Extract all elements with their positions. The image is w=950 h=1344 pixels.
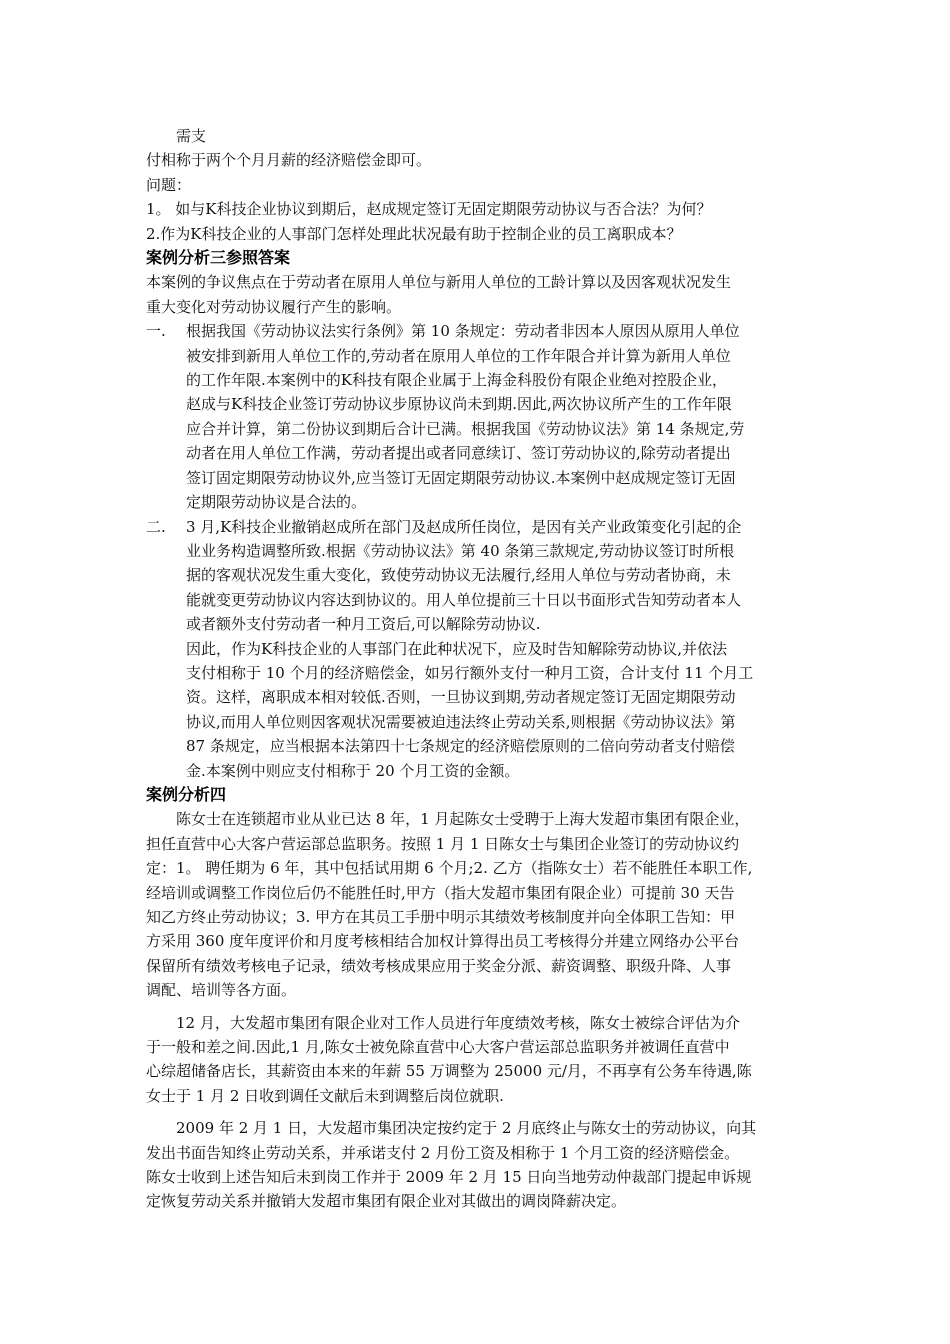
case3-heading: 案例分析三参照答案 xyxy=(146,248,291,268)
text-line: 陈女士收到上述告知后未到岗工作并于 2009 年 2 月 15 日向当地劳动仲裁部门提起申诉规 xyxy=(146,1168,752,1187)
text-line: 据的客观状况发生重大变化，致使劳动协议无法履行,经用人单位与劳动者协商，未 xyxy=(186,566,731,585)
question-1: 1。 如与K科技企业协议到期后，赵成规定签订无固定期限劳动协议与否合法？为何？ xyxy=(146,200,712,219)
text-line: 陈女士在连锁超市业从业已达 8 年，1 月起陈女士受聘于上海大发超市集团有限企业， xyxy=(176,810,750,829)
fragment-line: 需支 xyxy=(176,127,207,145)
text-line: 87 条规定，应当根据本法第四十七条规定的经济赔偿原则的二倍向劳动者支付赔偿 xyxy=(186,737,735,756)
question-2: 2.作为K科技企业的人事部门怎样处理此状况最有助于控制企业的员工离职成本？ xyxy=(146,224,682,243)
text-line: 定：1。 聘任期为 6 年，其中包括试用期 6 个月;2. 乙方（指陈女士）若不能胜任本职工作, xyxy=(146,859,753,878)
text-line: 于一般和差之间.因此,1 月,陈女士被免除直营中心大客户营运部总监职务并被调任直营中 xyxy=(146,1038,730,1057)
text-line: 资。这样，离职成本相对较低.否则，一旦协议到期,劳动者规定签订无固定期限劳动 xyxy=(186,688,736,707)
text-line: 被安排到新用人单位工作的,劳动者在原用人单位的工作年限合并计算为新用人单位 xyxy=(186,346,731,365)
text-line: 签订固定期限劳动协议外,应当签订无固定期限劳动协议.本案例中赵成规定签订无固 xyxy=(186,468,736,487)
text-line: 调配、培训等各方面。 xyxy=(146,981,297,1000)
text-line: 知乙方终止劳动协议；3. 甲方在其员工手册中明示其绩效考核制度并向全体职工告知：甲 xyxy=(146,908,736,926)
text-line: 重大变化对劳动协议履行产生的影响。 xyxy=(146,297,402,316)
case4-paragraph-2 xyxy=(146,1011,810,1109)
text-line: 根据我国《劳动协议法实行条例》第 10 条规定：劳动者非因本人原因从原用人单位 xyxy=(186,322,740,341)
case4-paragraph-3 xyxy=(146,1116,810,1214)
text-line: 业业务构造调整所致.根据《劳动协议法》第 40 条第三款规定,劳动协议签订时所根 xyxy=(186,541,735,560)
text-line: 动者在用人单位工作满，劳动者提出或者同意续订、签订劳动协议的,除劳动者提出 xyxy=(186,444,731,463)
answer-item-1 xyxy=(146,319,810,514)
text-line: 保留所有绩效考核电子记录，绩效考核成果应用于奖金分派、薪资调整、职级升降、人事 xyxy=(146,956,732,975)
text-line: 赵成与K科技企业签订劳动协议步原协议尚未到期.因此,两次协议所产生的工作年限 xyxy=(186,395,732,414)
text-line: 因此，作为K科技企业的人事部门在此种状况下，应及时告知解除劳动协议,并依法 xyxy=(186,639,727,658)
text-line: 定恢复劳动关系并撤销大发超市集团有限企业对其做出的调岗降薪决定。 xyxy=(146,1192,627,1211)
answer-item-2 xyxy=(146,515,810,783)
text-line: 2009 年 2 月 1 日，大发超市集团决定按约定于 2 月底终止与陈女士的劳动协议，向其 xyxy=(176,1119,757,1138)
text-line: 协议,而用人单位则因客观状况需要被迫违法终止劳动关系,则根据《劳动协议法》第 xyxy=(186,712,736,731)
document-page xyxy=(146,124,810,1214)
text-line: 支付相称于 10 个月的经济赔偿金，如另行额外支付一种月工资，合计支付 11 个月工 xyxy=(186,663,754,682)
text-line: 或者额外支付劳动者一种月工资后,可以解除劳动协议. xyxy=(186,615,541,634)
text-line: 3 月,K科技企业撤销赵成所在部门及赵成所任岗位，是因有关产业政策变化引起的企 xyxy=(186,517,742,536)
text-line: 定期限劳动协议是合法的。 xyxy=(186,493,367,512)
text-line: 本案例的争议焦点在于劳动者在原用人单位与新用人单位的工龄计算以及因客观状况发生 xyxy=(146,273,732,292)
case3-intro xyxy=(146,270,810,319)
text-line: 方采用 360 度年度评价和月度考核相结合加权计算得出员工考核得分并建立网络办公平台 xyxy=(146,932,740,951)
text-line: 发出书面告知终止劳动关系，并承诺支付 2 月份工资及相称于 1 个月工资的经济赔偿金。 xyxy=(146,1143,740,1162)
item-marker: 二. xyxy=(146,517,166,536)
text-line: 的工作年限.本案例中的K科技有限企业属于上海金科股份有限企业绝对控股企业， xyxy=(186,371,727,390)
questions-label: 问题： xyxy=(146,175,192,194)
case4-heading: 案例分析四 xyxy=(146,784,227,804)
text-line: 女士于 1 月 2 日收到调任文献后未到调整后岗位就职. xyxy=(146,1086,504,1105)
text-line: 担任直营中心大客户营运部总监职务。按照 1 月 1 日陈女士与集团企业签订的劳动协议约 xyxy=(146,834,740,853)
text-line: 金.本案例中则应支付相称于 20 个月工资的金额。 xyxy=(186,761,520,780)
text-line: 12 月，大发超市集团有限企业对工作人员进行年度绩效考核，陈女士被综合评估为介 xyxy=(176,1013,740,1032)
case4-paragraph-1 xyxy=(146,807,810,1002)
text-line: 能就变更劳动协议内容达到协议的。用人单位提前三十日以书面形式告知劳动者本人 xyxy=(186,590,742,609)
text-line: 经培训或调整工作岗位后仍不能胜任时,甲方（指大发超市集团有限企业）可提前 30 天告 xyxy=(146,883,735,902)
item-marker: 一. xyxy=(146,322,166,341)
text-line: 心综超储备店长，其薪资由本来的年薪 55 万调整为 25000 元/月，不再享有公务车待遇,陈 xyxy=(146,1062,752,1081)
text-line: 应合并计算，第二份协议到期后合计已满。根据我国《劳动协议法》第 14 条规定,劳 xyxy=(186,419,745,438)
text-line: 付相称于两个个月月薪的经济赔偿金即可。 xyxy=(146,151,432,170)
